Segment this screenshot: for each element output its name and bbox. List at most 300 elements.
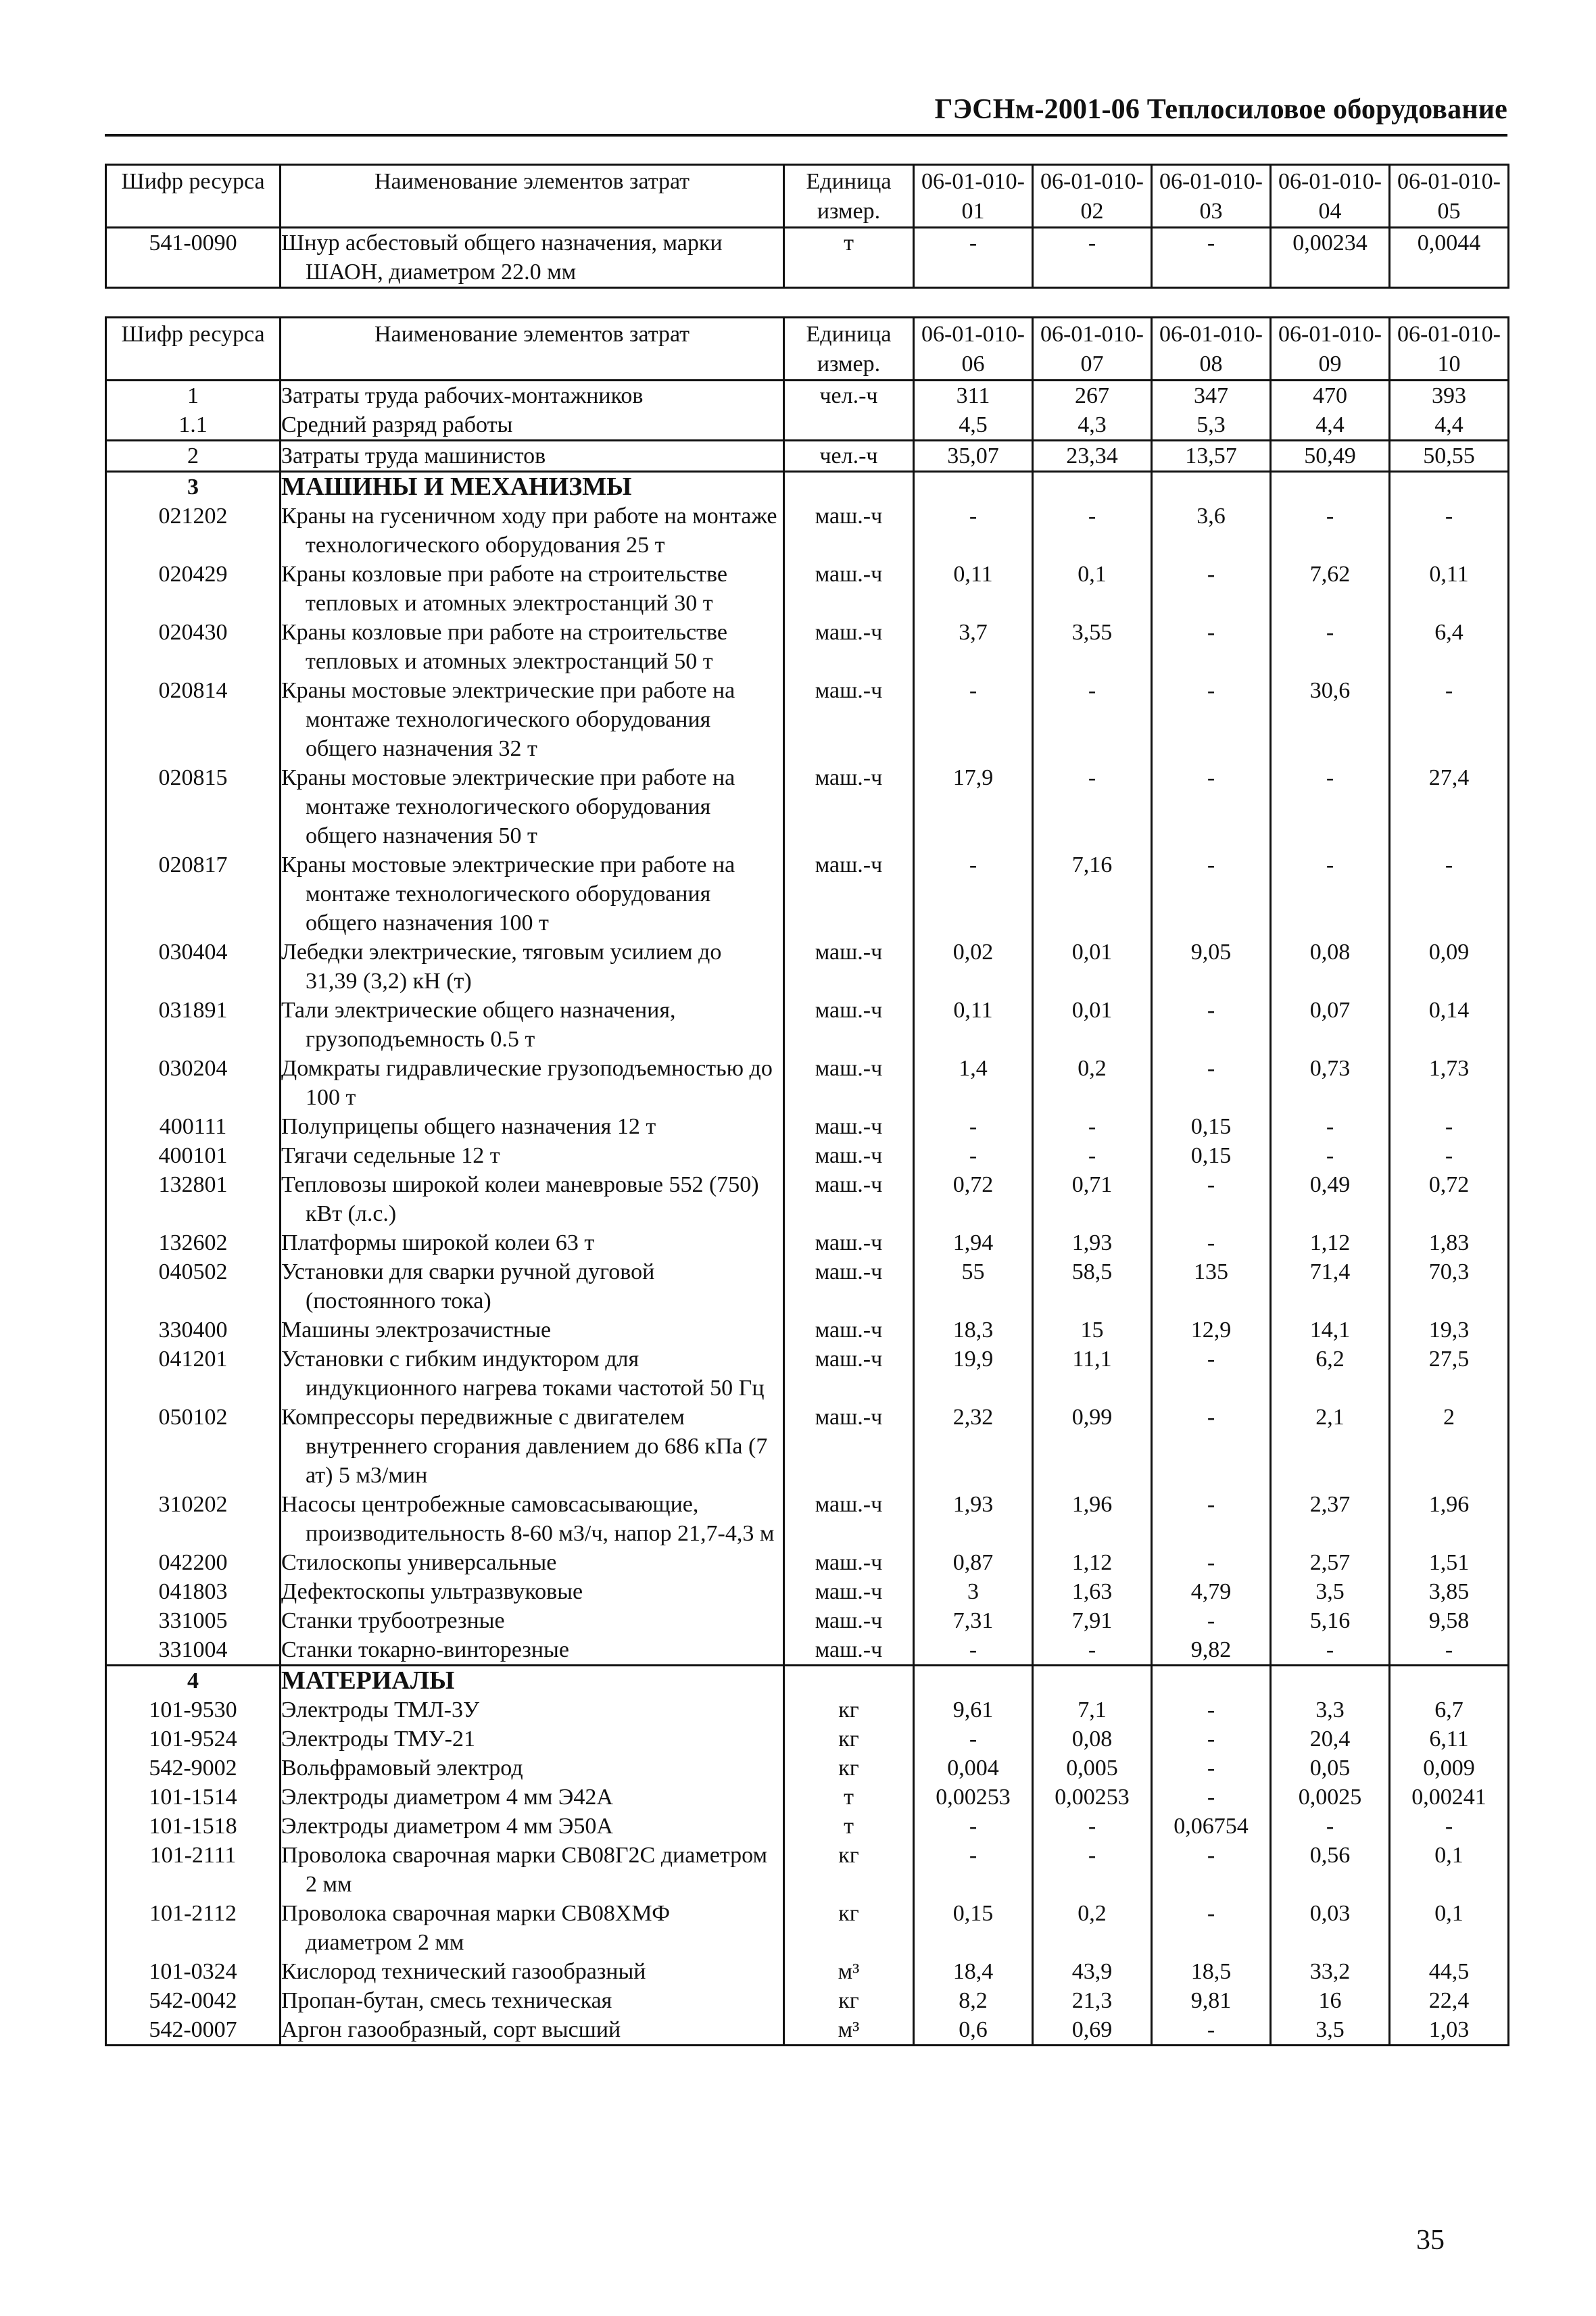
resource-code: 2 — [106, 441, 281, 472]
resource-value: 19,3 — [1390, 1316, 1509, 1345]
resource-value — [1390, 1666, 1509, 1696]
resource-value: 1,51 — [1390, 1548, 1509, 1577]
resource-code: 400101 — [106, 1141, 281, 1170]
resource-value: 11,1 — [1033, 1345, 1152, 1403]
resource-unit: маш.-ч — [784, 1257, 914, 1316]
table-row — [106, 618, 1509, 676]
resource-name: Тали электрические общего назначения, грузоподъемность 0.5 т — [281, 996, 784, 1054]
resource-code: 330400 — [106, 1316, 281, 1345]
resource-value: 9,61 — [914, 1695, 1033, 1724]
resource-code: 542-0007 — [106, 2015, 281, 2046]
resource-name: Платформы широкой колеи 63 т — [281, 1228, 784, 1257]
table-row — [106, 228, 1509, 288]
resource-unit: маш.-ч — [784, 1577, 914, 1606]
header-col: 06-01-010-09 — [1271, 318, 1390, 381]
resource-name: Затраты труда машинистов — [281, 441, 784, 472]
resource-value: 3,3 — [1271, 1695, 1390, 1724]
table-row — [106, 1170, 1509, 1228]
table-row — [106, 850, 1509, 938]
resource-value: 0,09 — [1390, 938, 1509, 996]
section-row — [106, 472, 1509, 502]
resource-value: 1,03 — [1390, 2015, 1509, 2046]
resource-unit: маш.-ч — [784, 850, 914, 938]
resource-value: - — [914, 502, 1033, 560]
resource-value: 6,4 — [1390, 618, 1509, 676]
table-row — [106, 1490, 1509, 1548]
resource-name: Стилоскопы универсальные — [281, 1548, 784, 1577]
resource-value — [1033, 472, 1152, 502]
resource-value: - — [914, 1841, 1033, 1899]
resource-unit: м³ — [784, 2015, 914, 2046]
resource-value: 0,11 — [914, 996, 1033, 1054]
resource-value: 0,73 — [1271, 1054, 1390, 1112]
resource-code: 020430 — [106, 618, 281, 676]
resource-value: - — [1390, 1112, 1509, 1141]
resource-value: - — [1152, 1345, 1271, 1403]
resource-value: - — [1033, 676, 1152, 763]
header-col: 06-01-010-02 — [1033, 165, 1152, 228]
resource-name: Краны мостовые электрические при работе на монтаже технологического оборудования общего назначения 32 т — [281, 676, 784, 763]
table-row — [106, 1606, 1509, 1635]
resource-code: 132801 — [106, 1170, 281, 1228]
header-unit: Единица измер. — [784, 318, 914, 381]
resource-value: 0,07 — [1271, 996, 1390, 1054]
resource-code: 020817 — [106, 850, 281, 938]
table-row — [106, 1754, 1509, 1783]
table-row — [106, 1257, 1509, 1316]
resource-value: - — [1152, 1899, 1271, 1957]
resource-value: 18,3 — [914, 1316, 1033, 1345]
resource-value: - — [1271, 618, 1390, 676]
resource-value: - — [1152, 1403, 1271, 1490]
resource-value: 0,15 — [1152, 1141, 1271, 1170]
resource-unit: маш.-ч — [784, 1228, 914, 1257]
table-row — [106, 1899, 1509, 1957]
resource-name: Полуприцепы общего назначения 12 т — [281, 1112, 784, 1141]
resource-value: - — [1033, 1112, 1152, 1141]
resource-value: 0,87 — [914, 1548, 1033, 1577]
resource-unit: маш.-ч — [784, 618, 914, 676]
header-col: 06-01-010-07 — [1033, 318, 1152, 381]
resource-value: 70,3 — [1390, 1257, 1509, 1316]
table-row — [106, 381, 1509, 411]
resource-name: Дефектоскопы ультразвуковые — [281, 1577, 784, 1606]
resource-value: 4,5 — [914, 410, 1033, 441]
resource-value: 9,81 — [1152, 1986, 1271, 2015]
resource-value: 0,02 — [914, 938, 1033, 996]
resource-value — [1152, 472, 1271, 502]
table-row — [106, 1957, 1509, 1986]
resource-value: - — [1033, 1635, 1152, 1666]
resource-unit: маш.-ч — [784, 1141, 914, 1170]
resource-value: 2,32 — [914, 1403, 1033, 1490]
resource-code: 040502 — [106, 1257, 281, 1316]
resource-value — [914, 472, 1033, 502]
resource-value: - — [1390, 676, 1509, 763]
resource-code: 101-1518 — [106, 1812, 281, 1841]
resource-name: Тепловозы широкой колеи маневровые 552 (750) кВт (л.с.) — [281, 1170, 784, 1228]
table-row — [106, 676, 1509, 763]
resource-value: 21,3 — [1033, 1986, 1152, 2015]
resource-value: - — [914, 676, 1033, 763]
resource-value — [1390, 472, 1509, 502]
resource-value: 0,01 — [1033, 996, 1152, 1054]
resource-value: 8,2 — [914, 1986, 1033, 2015]
resource-code: 020429 — [106, 560, 281, 618]
resource-unit: кг — [784, 1724, 914, 1754]
resource-value: 71,4 — [1271, 1257, 1390, 1316]
table-row — [106, 1054, 1509, 1112]
resource-value: 0,14 — [1390, 996, 1509, 1054]
resource-value: 1,4 — [914, 1054, 1033, 1112]
resource-code: 030204 — [106, 1054, 281, 1112]
resource-value: 0,0044 — [1390, 228, 1509, 288]
resource-value: 13,57 — [1152, 441, 1271, 472]
resource-value: 30,6 — [1271, 676, 1390, 763]
resource-name: Станки трубоотрезные — [281, 1606, 784, 1635]
resource-value: 35,07 — [914, 441, 1033, 472]
resource-value: 0,004 — [914, 1754, 1033, 1783]
resource-value: 44,5 — [1390, 1957, 1509, 1986]
resource-value — [1271, 472, 1390, 502]
resource-value: 0,06754 — [1152, 1812, 1271, 1841]
resource-unit — [784, 472, 914, 502]
header-col: 06-01-010-08 — [1152, 318, 1271, 381]
resource-value: 393 — [1390, 381, 1509, 411]
resource-value: - — [1033, 228, 1152, 288]
resource-name: Вольфрамовый электрод — [281, 1754, 784, 1783]
table-row — [106, 763, 1509, 850]
resource-value: 470 — [1271, 381, 1390, 411]
resource-value: 18,5 — [1152, 1957, 1271, 1986]
resource-value: - — [1033, 1141, 1152, 1170]
resource-value: 347 — [1152, 381, 1271, 411]
table-row — [106, 1695, 1509, 1724]
resource-table-1 — [105, 164, 1509, 289]
resource-value: 5,3 — [1152, 410, 1271, 441]
resource-value: 9,05 — [1152, 938, 1271, 996]
resource-value: 0,03 — [1271, 1899, 1390, 1957]
resource-value: 6,2 — [1271, 1345, 1390, 1403]
resource-value: 3,5 — [1271, 2015, 1390, 2046]
resource-value: 0,56 — [1271, 1841, 1390, 1899]
resource-code: 020814 — [106, 676, 281, 763]
resource-value: - — [1271, 1635, 1390, 1666]
resource-value: 16 — [1271, 1986, 1390, 2015]
resource-value: - — [1152, 763, 1271, 850]
resource-value: - — [1271, 763, 1390, 850]
resource-value: 0,11 — [1390, 560, 1509, 618]
resource-value: - — [914, 1724, 1033, 1754]
resource-code: 3 — [106, 472, 281, 502]
resource-value: 7,16 — [1033, 850, 1152, 938]
resource-value: - — [1152, 1606, 1271, 1635]
resource-value: - — [1271, 1141, 1390, 1170]
resource-unit: маш.-ч — [784, 1054, 914, 1112]
resource-value: 0,00253 — [914, 1783, 1033, 1812]
resource-value: 0,1 — [1390, 1841, 1509, 1899]
resource-value: 2,37 — [1271, 1490, 1390, 1548]
resource-code: 021202 — [106, 502, 281, 560]
resource-name: Краны мостовые электрические при работе на монтаже технологического оборудования общего назначения 100 т — [281, 850, 784, 938]
table-row — [106, 1577, 1509, 1606]
resource-value: 4,3 — [1033, 410, 1152, 441]
resource-value: - — [914, 228, 1033, 288]
resource-value: - — [914, 850, 1033, 938]
table-row — [106, 1783, 1509, 1812]
table-row — [106, 1548, 1509, 1577]
resource-code: 331005 — [106, 1606, 281, 1635]
resource-name: Тягачи седельные 12 т — [281, 1141, 784, 1170]
resource-value: - — [1152, 996, 1271, 1054]
resource-value: 1,93 — [1033, 1228, 1152, 1257]
resource-value: 0,1 — [1390, 1899, 1509, 1957]
resource-unit: маш.-ч — [784, 1635, 914, 1666]
resource-value: 7,62 — [1271, 560, 1390, 618]
table-row — [106, 1812, 1509, 1841]
resource-table-2 — [105, 316, 1509, 2046]
resource-value: 0,05 — [1271, 1754, 1390, 1783]
table-row — [106, 1635, 1509, 1666]
resource-unit: кг — [784, 1841, 914, 1899]
resource-code: 101-2112 — [106, 1899, 281, 1957]
resource-value: - — [1152, 1724, 1271, 1754]
resource-value: 18,4 — [914, 1957, 1033, 1986]
resource-value: - — [1033, 1841, 1152, 1899]
resource-value: - — [1390, 1812, 1509, 1841]
resource-value: 12,9 — [1152, 1316, 1271, 1345]
resource-name: Аргон газообразный, сорт высший — [281, 2015, 784, 2046]
resource-value: 3,5 — [1271, 1577, 1390, 1606]
resource-value: 27,5 — [1390, 1345, 1509, 1403]
resource-value: - — [1271, 502, 1390, 560]
resource-value: 267 — [1033, 381, 1152, 411]
resource-value: 0,6 — [914, 2015, 1033, 2046]
resource-value — [914, 1666, 1033, 1696]
section-row — [106, 1666, 1509, 1696]
resource-value: 0,11 — [914, 560, 1033, 618]
resource-code: 030404 — [106, 938, 281, 996]
resource-name: Станки токарно-винторезные — [281, 1635, 784, 1666]
resource-value: - — [1152, 618, 1271, 676]
resource-unit — [784, 410, 914, 441]
resource-name: Краны мостовые электрические при работе на монтаже технологического оборудования общего назначения 50 т — [281, 763, 784, 850]
resource-value: 6,11 — [1390, 1724, 1509, 1754]
resource-unit: маш.-ч — [784, 1490, 914, 1548]
resource-code: 101-0324 — [106, 1957, 281, 1986]
resource-value: - — [1390, 1141, 1509, 1170]
resource-value: 2,1 — [1271, 1403, 1390, 1490]
resource-name: Электроды ТМУ-21 — [281, 1724, 784, 1754]
resource-value: 1,12 — [1271, 1228, 1390, 1257]
resource-name: Средний разряд работы — [281, 410, 784, 441]
table-row — [106, 502, 1509, 560]
resource-code: 542-9002 — [106, 1754, 281, 1783]
resource-code: 1 — [106, 381, 281, 411]
resource-unit: м³ — [784, 1957, 914, 1986]
table-row — [106, 938, 1509, 996]
resource-value: - — [1390, 502, 1509, 560]
resource-value: - — [914, 1635, 1033, 1666]
resource-value: 1,96 — [1033, 1490, 1152, 1548]
resource-unit: кг — [784, 1695, 914, 1724]
resource-value: - — [1152, 676, 1271, 763]
resource-name: Краны на гусеничном ходу при работе на монтаже технологического оборудования 25 т — [281, 502, 784, 560]
resource-name: Установки для сварки ручной дуговой (постоянного тока) — [281, 1257, 784, 1316]
resource-name: Затраты труда рабочих-монтажников — [281, 381, 784, 411]
resource-value: - — [1152, 2015, 1271, 2046]
resource-value: - — [1390, 850, 1509, 938]
resource-unit: маш.-ч — [784, 1403, 914, 1490]
resource-value — [1271, 1666, 1390, 1696]
resource-value: 4,4 — [1271, 410, 1390, 441]
resource-value: 0,08 — [1033, 1724, 1152, 1754]
resource-value: 0,1 — [1033, 560, 1152, 618]
header-name: Наименование элементов затрат — [281, 165, 784, 228]
resource-code: 541-0090 — [106, 228, 281, 288]
resource-value: 1,96 — [1390, 1490, 1509, 1548]
table-header-row — [106, 318, 1509, 381]
resource-unit: кг — [784, 1986, 914, 2015]
resource-value: - — [1152, 1170, 1271, 1228]
resource-value: 3,6 — [1152, 502, 1271, 560]
resource-value: 33,2 — [1271, 1957, 1390, 1986]
resource-code: 400111 — [106, 1112, 281, 1141]
resource-name: Электроды диаметром 4 мм Э42А — [281, 1783, 784, 1812]
resource-value: - — [1152, 228, 1271, 288]
resource-unit: маш.-ч — [784, 1112, 914, 1141]
resource-value: 7,31 — [914, 1606, 1033, 1635]
resource-name: Пропан-бутан, смесь техническая — [281, 1986, 784, 2015]
resource-unit: т — [784, 1783, 914, 1812]
resource-value: 0,005 — [1033, 1754, 1152, 1783]
resource-unit: чел.-ч — [784, 441, 914, 472]
resource-value: 17,9 — [914, 763, 1033, 850]
table-row — [106, 1316, 1509, 1345]
resource-name: Шнур асбестовый общего назначения, марки ШАОН, диаметром 22.0 мм — [281, 228, 784, 288]
resource-value: 3,7 — [914, 618, 1033, 676]
resource-value: - — [1152, 1695, 1271, 1724]
resource-name: Кислород технический газообразный — [281, 1957, 784, 1986]
resource-value: 0,00253 — [1033, 1783, 1152, 1812]
resource-value: 6,7 — [1390, 1695, 1509, 1724]
resource-value: 9,58 — [1390, 1606, 1509, 1635]
resource-value — [1152, 1666, 1271, 1696]
resource-name: Лебедки электрические, тяговым усилием до 31,39 (3,2) кН (т) — [281, 938, 784, 996]
resource-name: Установки с гибким индуктором для индукционного нагрева токами частотой 50 Гц — [281, 1345, 784, 1403]
resource-value: 0,72 — [914, 1170, 1033, 1228]
resource-value: 5,16 — [1271, 1606, 1390, 1635]
resource-value: 0,00241 — [1390, 1783, 1509, 1812]
resource-value: 23,34 — [1033, 441, 1152, 472]
resource-value: 0,08 — [1271, 938, 1390, 996]
table-row — [106, 2015, 1509, 2046]
resource-unit: маш.-ч — [784, 1548, 914, 1577]
resource-value: 15 — [1033, 1316, 1152, 1345]
header-unit: Единица измер. — [784, 165, 914, 228]
header-col: 06-01-010-03 — [1152, 165, 1271, 228]
resource-unit: кг — [784, 1899, 914, 1957]
resource-value: 3,85 — [1390, 1577, 1509, 1606]
resource-value: 1,94 — [914, 1228, 1033, 1257]
resource-value: 1,12 — [1033, 1548, 1152, 1577]
resource-unit: т — [784, 228, 914, 288]
resource-unit: маш.-ч — [784, 1606, 914, 1635]
header-col: 06-01-010-01 — [914, 165, 1033, 228]
resource-value: 22,4 — [1390, 1986, 1509, 2015]
table-row — [106, 1986, 1509, 2015]
resource-value: 0,71 — [1033, 1170, 1152, 1228]
resource-value: - — [1152, 1841, 1271, 1899]
resource-name: Компрессоры передвижные с двигателем внутреннего сгорания давлением до 686 кПа (7 ат) 5 м3/мин — [281, 1403, 784, 1490]
resource-code: 031891 — [106, 996, 281, 1054]
resource-value: 0,2 — [1033, 1899, 1152, 1957]
resource-value: 7,91 — [1033, 1606, 1152, 1635]
table-header-row — [106, 165, 1509, 228]
resource-code: 101-9530 — [106, 1695, 281, 1724]
resource-value: - — [1033, 763, 1152, 850]
header-code: Шифр ресурса — [106, 165, 281, 228]
resource-code: 310202 — [106, 1490, 281, 1548]
resource-value: - — [1152, 1548, 1271, 1577]
header-col: 06-01-010-04 — [1271, 165, 1390, 228]
resource-unit: маш.-ч — [784, 1316, 914, 1345]
resource-name: Проволока сварочная марки СВ08Г2С диаметром 2 мм — [281, 1841, 784, 1899]
header-rule — [105, 134, 1507, 137]
resource-code: 331004 — [106, 1635, 281, 1666]
table-row — [106, 1228, 1509, 1257]
resource-value: 50,49 — [1271, 441, 1390, 472]
resource-value: - — [1033, 1812, 1152, 1841]
resource-name: Насосы центробежные самовсасывающие, производительность 8-60 м3/ч, напор 21,7-4,3 м — [281, 1490, 784, 1548]
resource-unit: маш.-ч — [784, 560, 914, 618]
resource-value: - — [1390, 1635, 1509, 1666]
resource-value: 4,4 — [1390, 410, 1509, 441]
resource-value: 0,0025 — [1271, 1783, 1390, 1812]
resource-value: 0,69 — [1033, 2015, 1152, 2046]
resource-code: 050102 — [106, 1403, 281, 1490]
resource-code: 4 — [106, 1666, 281, 1696]
resource-name: Электроды ТМЛ-3У — [281, 1695, 784, 1724]
resource-unit: т — [784, 1812, 914, 1841]
resource-name: Домкраты гидравлические грузоподъемностью до 100 т — [281, 1054, 784, 1112]
resource-value: 1,93 — [914, 1490, 1033, 1548]
resource-code: 542-0042 — [106, 1986, 281, 2015]
resource-value: - — [1271, 850, 1390, 938]
table-row — [106, 1112, 1509, 1141]
resource-value: 3,55 — [1033, 618, 1152, 676]
resource-value: 55 — [914, 1257, 1033, 1316]
table-row — [106, 1724, 1509, 1754]
resource-code: 020815 — [106, 763, 281, 850]
resource-value: 2 — [1390, 1403, 1509, 1490]
resource-value: 0,99 — [1033, 1403, 1152, 1490]
resource-value: 14,1 — [1271, 1316, 1390, 1345]
resource-unit — [784, 1666, 914, 1696]
resource-unit: маш.-ч — [784, 502, 914, 560]
resource-value: - — [1152, 1754, 1271, 1783]
resource-unit: маш.-ч — [784, 1170, 914, 1228]
header-name: Наименование элементов затрат — [281, 318, 784, 381]
resource-value: - — [1152, 1490, 1271, 1548]
resource-value: - — [914, 1812, 1033, 1841]
resource-value: - — [914, 1112, 1033, 1141]
resource-code: 101-1514 — [106, 1783, 281, 1812]
resource-code: 042200 — [106, 1548, 281, 1577]
table-row — [106, 560, 1509, 618]
resource-name: МАШИНЫ И МЕХАНИЗМЫ — [281, 472, 784, 502]
resource-unit: маш.-ч — [784, 1345, 914, 1403]
